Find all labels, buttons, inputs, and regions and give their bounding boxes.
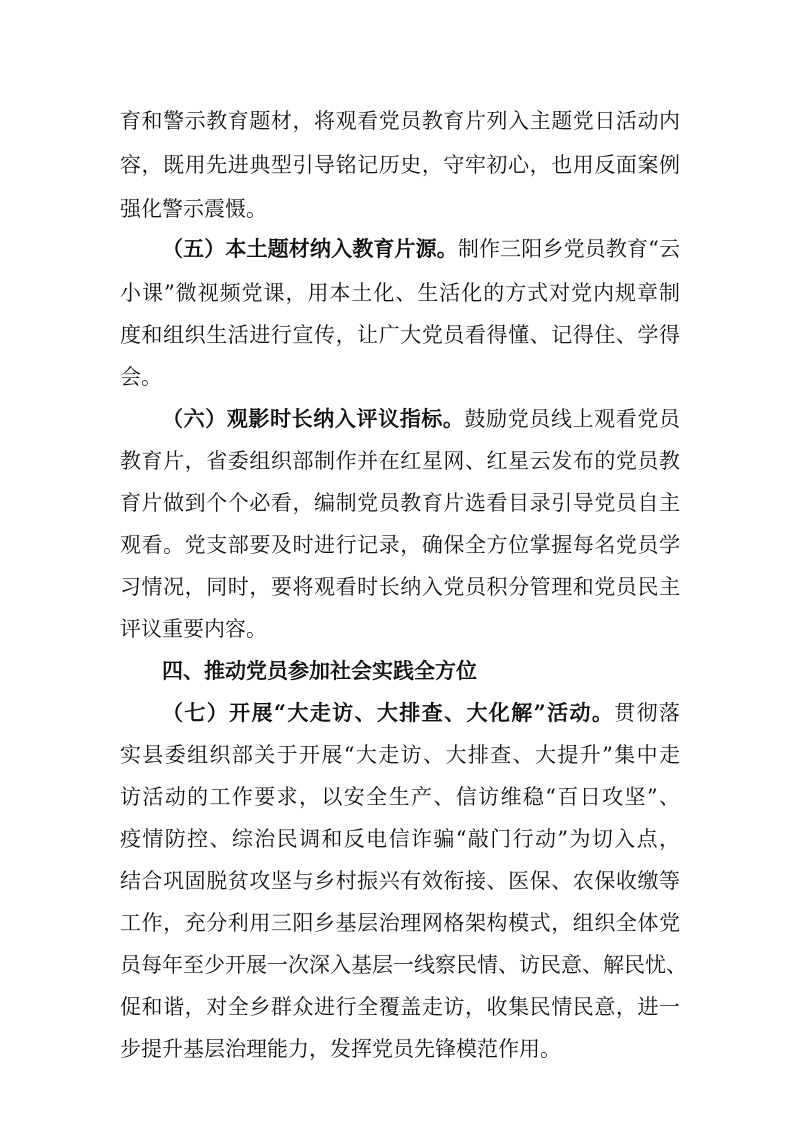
paragraph-line: 会。 — [120, 365, 162, 389]
paragraph-line: 育片做到个个必看，编制党员教育片选看目录引导党员自主 — [120, 491, 680, 515]
paragraph-line: 小课”微视频党课，用本土化、生活化的方式对党内规章制 — [120, 281, 680, 305]
paragraph-line: 促和谐，对全乡群众进行全覆盖走访，收集民情民意，进一 — [120, 995, 680, 1019]
paragraph-line: 疫情防控、综治民调和反电信诈骗“敲门行动”为切入点， — [120, 827, 680, 851]
paragraph-line: 度和组织生活进行宣传，让广大党员看得懂、记得住、学得 — [120, 323, 680, 347]
section-heading: 四、推动党员参加社会实践全方位 — [162, 658, 477, 683]
paragraph-line: 育和警示教育题材，将观看党员教育片列入主题党日活动内 — [120, 109, 680, 133]
paragraph-line: 员每年至少开展一次深入基层一线察民情、访民意、解民忧、 — [120, 953, 687, 977]
paragraph-line: 容，既用先进典型引导铭记历史，守牢初心，也用反面案例 — [120, 153, 680, 177]
item-text: 鼓励党员线上观看党员 — [464, 407, 681, 431]
paragraph-first-line — [162, 698, 680, 728]
item-heading: （六）观影时长纳入评议指标。 — [162, 406, 465, 431]
paragraph-line: 步提升基层治理能力，发挥党员先锋模范作用。 — [120, 1037, 561, 1061]
item-heading: （七）开展“大走访、大排查、大化解”活动。 — [162, 700, 615, 725]
paragraph-line: 结合巩固脱贫攻坚与乡村振兴有效衔接、医保、农保收缴等 — [120, 869, 680, 893]
paragraph-line: 强化警示震慑。 — [120, 197, 267, 221]
paragraph-line: 评议重要内容。 — [120, 617, 267, 641]
paragraph-line: 教育片，省委组织部制作并在红星网、红星云发布的党员教 — [120, 449, 680, 473]
item-heading: （五）本土题材纳入教育片源。 — [162, 236, 458, 261]
item-text: 贯彻落 — [614, 701, 680, 725]
paragraph-first-line — [162, 234, 680, 264]
paragraph-line: 习情况，同时，要将观看时长纳入党员积分管理和党员民主 — [120, 575, 680, 599]
paragraph-line: 访活动的工作要求，以安全生产、信访维稳“百日攻坚”、 — [120, 785, 680, 809]
paragraph-line: 工作，充分利用三阳乡基层治理网格架构模式，组织全体党 — [120, 911, 680, 935]
paragraph-first-line — [162, 404, 680, 434]
paragraph-line: 观看。党支部要及时进行记录，确保全方位掌握每名党员学 — [120, 533, 680, 557]
item-text: 制作三阳乡党员教育“云 — [457, 237, 680, 261]
paragraph-line: 实县委组织部关于开展“大走访、大排查、大提升”集中走 — [120, 743, 680, 767]
